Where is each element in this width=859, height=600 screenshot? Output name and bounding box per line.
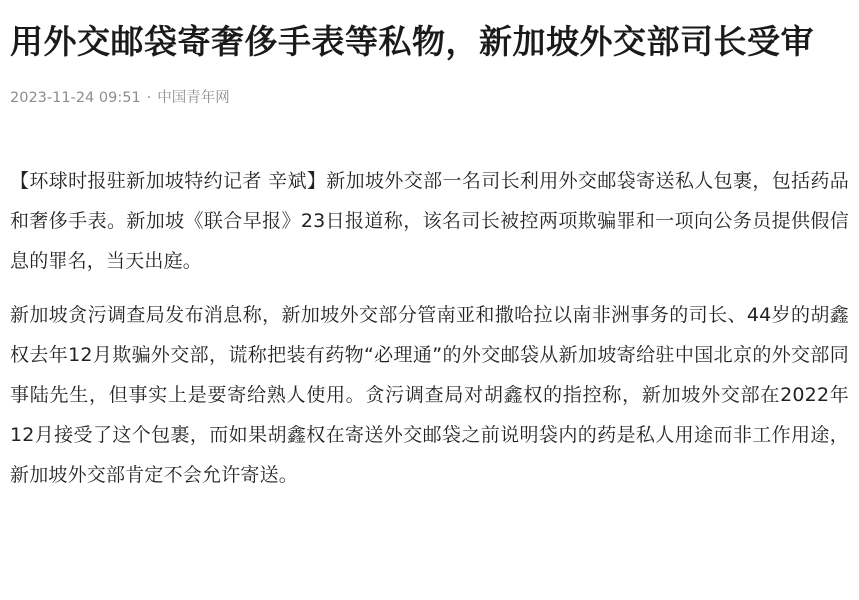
page-title: 用外交邮袋寄奢侈手表等私物，新加坡外交部司长受审	[10, 22, 814, 61]
article-meta	[10, 88, 849, 108]
publish-timestamp: 2023-11-24 09:51	[10, 90, 141, 106]
article-source: 中国青年网	[157, 90, 230, 106]
article-body	[10, 161, 849, 495]
meta-separator: ·	[146, 90, 152, 106]
header-divider	[10, 130, 849, 131]
article-paragraph: 新加坡贪污调查局发布消息称，新加坡外交部分管南亚和撒哈拉以南非洲事务的司长、44岁的胡鑫权去年12月欺骗外交部，谎称把装有药物“必理通”的外交邮袋从新加坡寄给驻中国北京的外交部同事陆先生，但事实上是要寄给熟人使用。贪污调查局对胡鑫权的指控称，新加坡外交部在2022年12月接受了这个包裹，而如果胡鑫权在寄送外交邮袋之前说明袋内的药是私人用途而非工作用途，新加坡外交部肯定不会允许寄送。	[10, 304, 849, 486]
article-paragraph: 【环球时报驻新加坡特约记者 辛斌】新加坡外交部一名司长利用外交邮袋寄送私人包裹，包括药品和奢侈手表。新加坡《联合早报》23日报道称，该名司长被控两项欺骗罪和一项向公务员提供假信息的罪名，当天出庭。	[10, 170, 849, 272]
